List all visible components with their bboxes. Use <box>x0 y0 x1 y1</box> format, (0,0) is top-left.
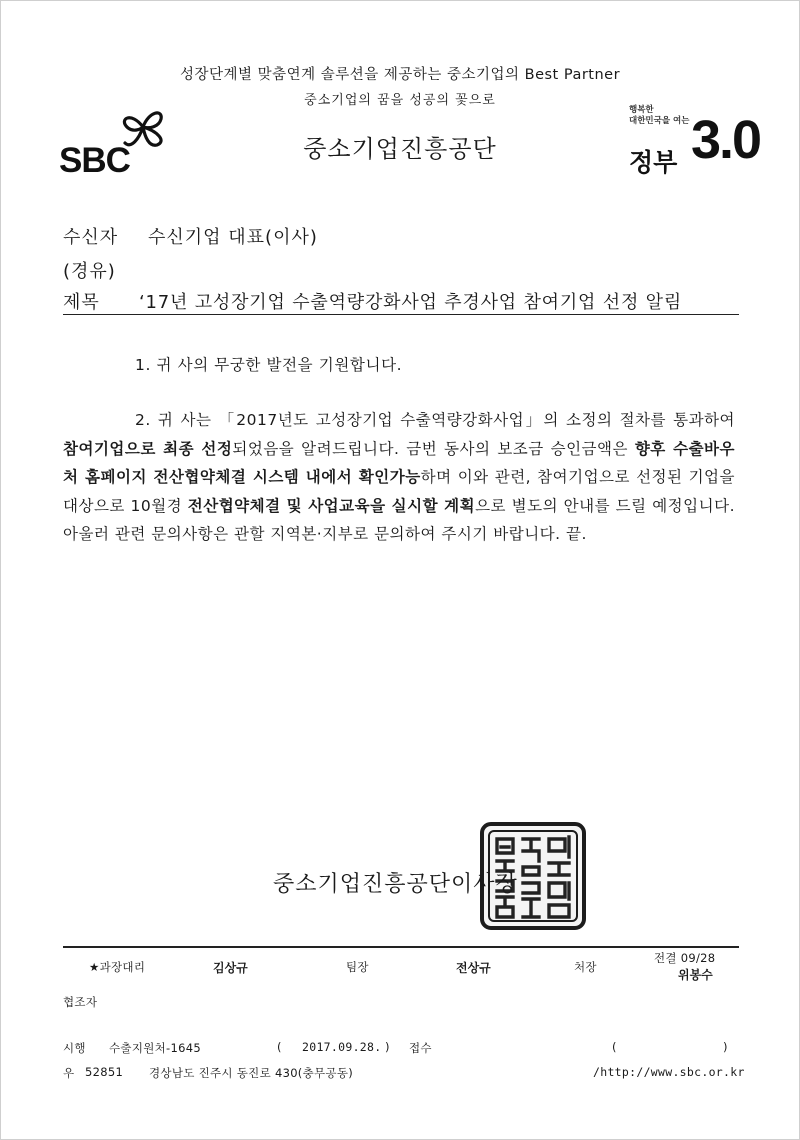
p2-emphasis: 참여기업으로 최종 선정 <box>63 439 233 458</box>
recipient-label: 수신자 <box>63 227 119 248</box>
approver-role-1: ★과장대리 <box>89 960 146 974</box>
subject-divider <box>63 314 739 315</box>
exec-close-paren: ) <box>385 1040 390 1054</box>
p2-emphasis: 향후 수출바우처 홈페이지 전산협약체결 시스템 내에서 확인가능 <box>63 439 735 486</box>
execution-doc-number: 수출지원처-1645 <box>109 1041 201 1055</box>
approver-role-2: 팀장 <box>346 960 369 974</box>
execution-date: 2017.09.28. <box>302 1040 382 1054</box>
postal-label: 우 <box>63 1066 75 1080</box>
p2-emphasis: 전산협약체결 및 사업교육을 실시할 계획 <box>187 496 476 515</box>
sub-tagline: 중소기업의 꿈을 성공의 꽃으로 <box>304 93 496 108</box>
approver-name-3: 위봉수 <box>678 968 713 982</box>
approval-note: 전결 09/28 <box>654 951 716 965</box>
gov-logo-line1: 행복한 <box>629 105 654 115</box>
subject-value: ‘17년 고성장기업 수출역량강화사업 추경사업 참여기업 선정 알림 <box>139 292 683 313</box>
receipt-label: 접수 <box>409 1041 432 1055</box>
approver-name-2: 전상규 <box>456 961 491 975</box>
gov-logo-line2: 대한민국을 여는 <box>629 116 690 126</box>
government-3-0-logo <box>629 105 759 177</box>
p2-segment: 되었음을 알려드립니다. 금번 동사의 보조금 승인금액은 <box>232 439 635 458</box>
p2-segment: 으로 별도의 안내를 드릴 예정입니다. 아울러 관련 문의사항은 관할 지역본·지부로 문의하여 주시기 바랍니다. 끝. <box>63 496 735 543</box>
execution-label: 시행 <box>63 1041 86 1055</box>
issuer-name: 중소기업진흥공단이사장 <box>273 872 518 897</box>
p2-segment: 2. 귀 사는 「2017년도 고성장기업 수출역량강화사업」의 소정의 절차를 통과하여 <box>135 411 735 429</box>
receipt-open-paren: ( <box>612 1040 617 1054</box>
gov-logo-word: 정부 <box>629 148 678 177</box>
p2-segment: 하며 이와 관련, 참여기업으로 선정된 기업을 대상으로 10월경 <box>63 468 735 515</box>
website-link[interactable]: /http://www.sbc.or.kr <box>593 1065 745 1079</box>
approver-name-1: 김상규 <box>213 961 248 975</box>
gov-logo-number: 3.0 <box>691 110 761 170</box>
via-label: (경유) <box>63 261 116 282</box>
postal-code: 52851 <box>85 1065 124 1079</box>
paragraph-2 <box>63 406 735 549</box>
tagline: 성장단계별 맞춤연계 솔루션을 제공하는 중소기업의 Best Partner <box>179 67 621 83</box>
organization-title: 중소기업진흥공단 <box>303 135 497 163</box>
exec-open-paren: ( <box>277 1040 282 1054</box>
subject-label: 제목 <box>63 292 100 313</box>
approver-role-3: 처장 <box>574 960 597 974</box>
cooperator-label: 협조자 <box>63 995 98 1009</box>
recipient-value: 수신기업 대표(이사) <box>148 227 318 248</box>
sbc-logo: SBC <box>59 141 130 180</box>
footer-divider <box>63 946 739 948</box>
address: 경상남도 진주시 동진로 430(충무공동) <box>149 1066 354 1080</box>
receipt-close-paren: ) <box>723 1040 728 1054</box>
paragraph-1: 1. 귀 사의 무궁한 발전을 기원합니다. <box>135 356 403 374</box>
